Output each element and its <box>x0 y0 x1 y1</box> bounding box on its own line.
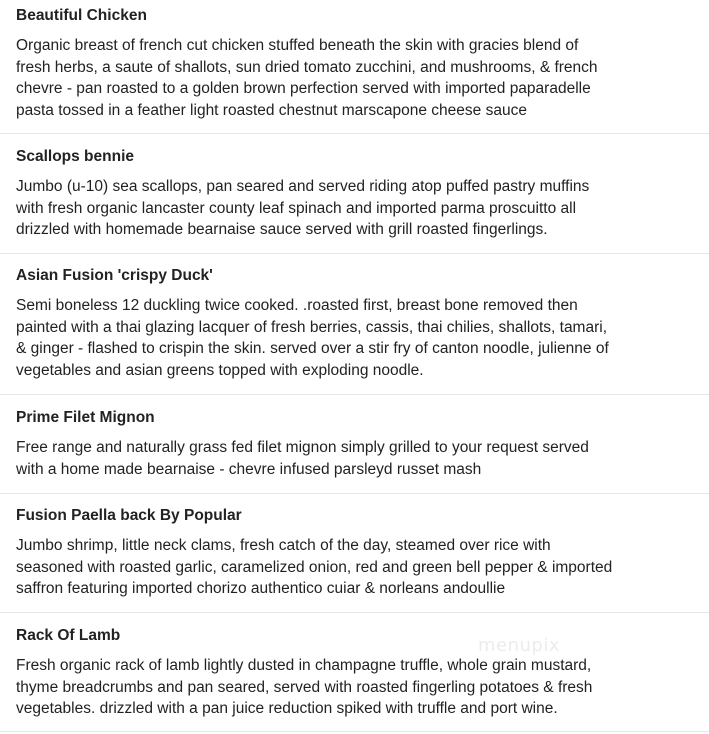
description-line: saffron featuring imported chorizo authentico cuiar & norleans andoullie <box>16 580 506 597</box>
menu-item-description <box>16 437 709 480</box>
menu-item-description <box>16 655 709 720</box>
description-line: drizzled with homemade bearnaise sauce served with grill roasted fingerlings. <box>16 221 548 238</box>
menu-item <box>16 408 709 480</box>
divider <box>0 493 709 494</box>
description-line: vegetables and asian greens topped with exploding noodle. <box>16 361 424 379</box>
description-line: chevre - pan roasted to a golden brown perfection served with imported paparadelle <box>16 80 591 97</box>
divider <box>0 394 709 395</box>
description-line: thyme breadcrumbs and pan seared, served with roasted fingerling potatoes & fresh <box>16 678 593 696</box>
description-line: seasoned with roasted garlic, caramelized onion, red and green bell pepper & imported <box>16 558 613 576</box>
description-line: with a home made bearnaise - chevre infused parsleyd russet mash <box>16 460 482 478</box>
description-line: Jumbo shrimp, little neck clams, fresh catch of the day, steamed over rice with <box>16 537 551 554</box>
description-line: Free range and naturally grass fed filet mignon simply grilled to your request served <box>16 439 589 456</box>
description-line: vegetables. drizzled with a pan juice reduction spiked with truffle and port wine. <box>16 700 558 717</box>
menu-item-title: Beautiful Chicken <box>16 7 147 24</box>
description-line: painted with a thai glazing lacquer of fresh berries, cassis, thai chilies, shallots, tamari, <box>16 318 608 336</box>
menu-item <box>16 147 709 241</box>
menu-item <box>16 626 709 720</box>
menu-item <box>16 6 709 121</box>
divider <box>0 612 709 613</box>
description-line: fresh herbs, a saute of shallots, sun dried tomato zucchini, and mushrooms, & french <box>16 58 598 76</box>
menu-item-description <box>16 176 709 241</box>
description-line: Jumbo (u-10) sea scallops, pan seared and served riding atop puffed pastry muffins <box>16 178 590 195</box>
menu-item-title: Rack Of Lamb <box>16 627 121 644</box>
description-line: & ginger - flashed to crispin the skin. served over a stir fry of canton noodle, julienne of <box>16 340 609 357</box>
description-line: pasta tossed in a feather light roasted chestnut marscapone cheese sauce <box>16 101 527 119</box>
menu-item-title: Asian Fusion 'crispy Duck' <box>16 267 213 284</box>
menu-item-title: Scallops bennie <box>16 148 135 165</box>
divider <box>0 253 709 254</box>
description-line: with fresh organic lancaster county leaf spinach and imported parma proscuitto all <box>16 199 577 217</box>
divider <box>0 133 709 134</box>
divider <box>0 731 709 732</box>
menu-item <box>16 266 709 381</box>
description-line: Semi boneless 12 duckling twice cooked. .roasted first, breast bone removed then <box>16 297 578 314</box>
description-line: Fresh organic rack of lamb lightly dusted in champagne truffle, whole grain mustard, <box>16 657 592 674</box>
menu-item <box>16 506 709 600</box>
menu-item-description <box>16 295 709 381</box>
menu-item-description <box>16 35 709 121</box>
menu-item-title: Fusion Paella back By Popular <box>16 507 242 524</box>
menu-item-description <box>16 535 709 600</box>
watermark-logo: menupix <box>478 635 561 656</box>
description-line: Organic breast of french cut chicken stuffed beneath the skin with gracies blend of <box>16 37 579 54</box>
menu-item-title: Prime Filet Mignon <box>16 409 155 426</box>
